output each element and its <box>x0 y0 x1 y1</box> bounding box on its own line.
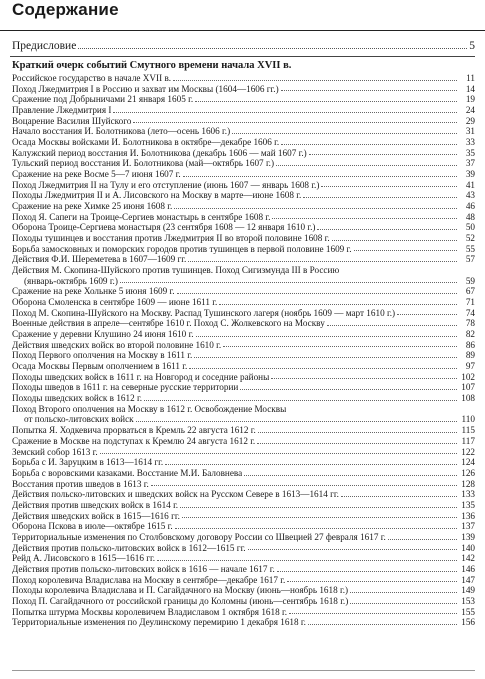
toc-entry[interactable] <box>12 457 475 468</box>
toc-entry[interactable] <box>12 148 475 159</box>
toc-entry[interactable] <box>12 105 475 116</box>
toc-entry[interactable] <box>12 372 475 383</box>
toc-entry-page: 89 <box>465 350 475 361</box>
toc-entry-page: 33 <box>465 137 475 148</box>
section-heading: Краткий очерк событий Смутного времени начала XVII в. <box>12 60 292 71</box>
toc-entry-page: 19 <box>465 94 475 105</box>
dot-leader <box>327 325 457 326</box>
toc-entry-page: 146 <box>461 563 475 574</box>
toc-entry-page: 136 <box>461 510 475 521</box>
toc-entry[interactable] <box>12 575 475 586</box>
dot-leader <box>78 40 467 49</box>
toc-entry-title: Сражение в Москве на подступах к Кремлю 24 августа 1612 г. <box>12 435 256 446</box>
toc-entry-page: 74 <box>465 307 475 318</box>
toc-entry[interactable] <box>12 190 475 201</box>
toc-entry-page: 102 <box>461 371 475 382</box>
toc-entry-page: 117 <box>461 435 475 446</box>
dot-leader <box>188 261 457 262</box>
toc-entry-page: 149 <box>461 585 475 596</box>
toc-entry[interactable] <box>12 415 475 426</box>
toc-entry-title: Тульский период восстания И. Болотникова (май—октябрь 1607 г.) <box>12 158 275 169</box>
toc-entry-page: 43 <box>465 190 475 201</box>
toc-entry[interactable] <box>12 212 475 223</box>
toc-entry-title: Восстания против шведов в 1613 г. <box>12 478 149 489</box>
toc-entry-page: 46 <box>465 201 475 212</box>
toc-list <box>12 73 475 628</box>
toc-entry-title: Попытка штурма Москвы королевичем Владиславом 1 октября 1618 г. <box>12 606 288 617</box>
dot-leader <box>195 101 457 102</box>
toc-entry-title: Действия М. Скопина-Шуйского против тушинцев. Поход Сигизмунда III в Россию <box>12 265 340 276</box>
toc-entry-page: 139 <box>461 531 475 542</box>
toc-entry-page: 11 <box>466 72 475 83</box>
dot-leader <box>196 336 457 337</box>
toc-entry-title: Поход Второго ополчения на Москву в 1612 г. Освобождение Москвы <box>12 403 287 414</box>
toc-entry-page: 128 <box>461 478 475 489</box>
toc-entry-title: Поход Первого ополчения на Москву в 1611 г. <box>12 350 193 361</box>
dot-leader <box>240 389 457 390</box>
toc-entry-page: 29 <box>465 115 475 126</box>
toc-entry[interactable] <box>12 468 475 479</box>
toc-entry-title: (январь-октябрь 1609 г.) <box>24 275 118 286</box>
toc-entry[interactable] <box>12 308 475 319</box>
toc-entry-title: Осада Москвы Первым ополчением в 1611 г. <box>12 361 188 372</box>
dot-leader <box>219 304 457 305</box>
dot-leader <box>341 496 457 497</box>
toc-entry-page: 35 <box>465 147 475 158</box>
toc-entry-title: Земский собор 1613 г. <box>12 446 98 457</box>
toc-entry[interactable] <box>12 489 475 500</box>
dot-leader <box>271 378 457 379</box>
toc-entry-page: 71 <box>465 297 475 308</box>
toc-entry[interactable] <box>12 137 475 148</box>
toc-entry[interactable] <box>12 585 475 596</box>
toc-entry[interactable] <box>12 126 475 137</box>
toc-entry-page: 78 <box>465 318 475 329</box>
toc-entry-page: 147 <box>461 574 475 585</box>
dot-leader <box>309 154 457 155</box>
toc-entry-page: 24 <box>465 105 475 115</box>
dot-leader <box>332 240 457 241</box>
toc-entry-title: Походы шведов в 1611 г. на северные русские территории <box>12 382 239 393</box>
page-title: Содержание <box>12 0 119 19</box>
header-bar <box>0 0 485 31</box>
toc-entry[interactable] <box>12 500 475 511</box>
toc-entry-page: 57 <box>465 254 475 265</box>
toc-entry-title: Калужский период восстания И. Болотникова (декабрь 1606 — май 1607 г.) <box>12 147 307 158</box>
dot-leader <box>120 282 457 283</box>
toc-entry-page: 140 <box>461 542 475 553</box>
dot-leader <box>177 293 457 294</box>
toc-entry-title: Действия против шведских войск в 1614 г. <box>12 499 179 510</box>
toc-entry[interactable] <box>12 404 475 415</box>
toc-entry[interactable] <box>12 532 475 543</box>
dot-leader <box>144 400 457 401</box>
toc-entry[interactable] <box>12 318 475 329</box>
toc-entry-page: 14 <box>465 83 475 94</box>
dot-leader <box>397 314 457 315</box>
dot-leader <box>257 443 457 444</box>
dot-leader <box>272 218 457 219</box>
toc-entry-page: 122 <box>461 446 475 457</box>
toc-entry-page: 142 <box>461 553 475 564</box>
toc-entry-page: 156 <box>461 617 475 628</box>
toc-entry-page: 67 <box>465 286 475 297</box>
toc-entry-page: 126 <box>461 467 475 478</box>
dot-leader <box>157 560 457 561</box>
dot-leader <box>281 90 457 91</box>
toc-entry[interactable] <box>12 425 475 436</box>
toc-entry-title: Действия против польско-литовских войск в 1612—1615 гг. <box>12 542 246 553</box>
toc-entry-title: Походы королевича Владислава и П. Сагайдачного на Москву (июнь—ноябрь 1618 г.) <box>12 585 349 596</box>
toc-entry-title: Оборона Смоленска в сентябре 1609 — июне 1611 г. <box>12 297 218 308</box>
toc-entry-title: Осада Москвы войсками И. Болотникова в октябре—декабре 1606 г. <box>12 137 280 148</box>
toc-entry[interactable] <box>12 73 475 84</box>
dot-leader <box>388 539 457 540</box>
toc-entry-title: Поход П. Сагайдачного от российской границы до Коломны (июнь—сентябрь 1618 г.) <box>12 595 349 606</box>
dot-leader <box>289 613 457 614</box>
toc-entry[interactable] <box>12 244 475 255</box>
dot-leader <box>276 165 457 166</box>
toc-entry-page: 82 <box>465 329 475 340</box>
toc-entry-title: Сражение на реке Восме 5—7 июня 1607 г. <box>12 169 181 180</box>
dot-leader <box>244 475 457 476</box>
toc-entry[interactable] <box>12 222 475 233</box>
toc-entry-title: Борьба с И. Заруцким в 1613—1614 гг. <box>12 457 164 468</box>
toc-entry-page: 115 <box>461 425 475 436</box>
toc-entry-page: 133 <box>461 489 475 500</box>
toc-entry-title: Действия против польско-литовских войск в 1616 — начале 1617 г. <box>12 563 275 574</box>
dot-leader <box>223 346 457 347</box>
toc-entry-page: 155 <box>461 606 475 617</box>
toc-entry-title: Попытка Я. Ходкевича прорваться в Кремль 22 августа 1612 г. <box>12 425 256 436</box>
toc-entry-title: Сражение у деревни Клушино 24 июня 1610 г. <box>12 329 194 340</box>
toc-entry-title: Поход М. Скопина-Шуйского на Москву. Распад Тушинского лагеря (ноябрь 1609 — март 1610 г.) <box>12 307 396 318</box>
dot-leader <box>321 186 457 187</box>
toc-entry-title: Поход Я. Сапеги на Троице-Сергиев монастырь в сентябре 1608 г. <box>12 211 271 222</box>
toc-entry[interactable] <box>12 511 475 522</box>
dot-leader <box>354 250 457 251</box>
toc-entry-title: Рейд А. Лисовского в 1615—1616 гг. <box>12 553 156 564</box>
toc-entry-title: Оборона Троице-Сергиева монастыря (23 сентября 1608 — 12 января 1610 г.) <box>12 222 316 233</box>
dot-leader <box>113 112 457 113</box>
dot-leader <box>165 464 457 465</box>
preface-page: 5 <box>469 40 475 52</box>
dot-leader <box>350 592 457 593</box>
dot-leader <box>308 624 457 625</box>
toc-entry-page: 59 <box>465 275 475 286</box>
toc-entry[interactable] <box>12 564 475 575</box>
dot-leader <box>258 432 457 433</box>
toc-entry[interactable] <box>12 297 475 308</box>
toc-entry[interactable] <box>12 233 475 244</box>
toc-entry-title: Действия польско-литовских и шведских войск на Русском Севере в 1613—1614 гг. <box>12 489 339 500</box>
toc-entry-title: Воцарение Василия Шуйского <box>12 115 132 126</box>
toc-entry[interactable] <box>12 329 475 340</box>
toc-entry-title: Борьба замосковных и поморских городов против тушинцев в первой половине 1609 г. <box>12 243 352 254</box>
dot-leader <box>248 549 457 550</box>
toc-entry-title: Походы шведских войск в 1611 г. на Новгород и соседние районы <box>12 371 270 382</box>
dot-leader <box>173 80 457 81</box>
toc-entry-page: 137 <box>461 521 475 532</box>
dot-leader <box>303 197 457 198</box>
toc-entry[interactable] <box>12 350 475 361</box>
dot-leader <box>174 208 457 209</box>
toc-entry[interactable] <box>12 340 475 351</box>
dot-leader <box>175 528 457 529</box>
toc-entry-title: Сражение на реке Хольнке 5 июня 1609 г. <box>12 286 175 297</box>
dot-leader <box>350 603 457 604</box>
toc-entry-title: Начало восстания И. Болотникова (лето—осень 1606 г.) <box>12 126 231 137</box>
dot-leader <box>136 421 457 422</box>
toc-entry[interactable] <box>12 393 475 404</box>
toc-entry-title: Борьба с воровскими казаками. Восстание М.И. Баловнева <box>12 467 243 478</box>
toc-entry-title: Территориальные изменения по Деулинскому перемирию 1 декабря 1618 г. <box>12 617 306 628</box>
toc-entry-page: 124 <box>461 457 475 468</box>
toc-entry[interactable] <box>12 479 475 490</box>
toc-entry-title: Походы шведских войск в 1612 г. <box>12 393 143 404</box>
toc-entry-page: 52 <box>465 233 475 244</box>
dot-leader <box>281 144 457 145</box>
toc-entry-title: Действия шведских войск во второй половине 1610 г. <box>12 339 222 350</box>
toc-entry[interactable] <box>12 543 475 554</box>
toc-entry-page: 37 <box>465 158 475 169</box>
toc-entry-page: 48 <box>465 211 475 222</box>
toc-entry[interactable] <box>12 84 475 95</box>
preface-entry[interactable] <box>12 40 475 53</box>
toc-entry[interactable] <box>12 201 475 212</box>
toc-entry[interactable] <box>12 553 475 564</box>
toc-entry[interactable] <box>12 116 475 127</box>
dot-leader <box>133 122 457 123</box>
toc-entry-page: 97 <box>465 361 475 372</box>
toc-entry-title: Сражение под Добрыничами 21 января 1605 г. <box>12 94 194 105</box>
toc-entry-title: Поход королевича Владислава на Москву в сентябре—декабре 1617 г. <box>12 574 286 585</box>
toc-entry-title: Поход Лжедмитрия II на Тулу и его отступление (июнь 1607 — январь 1608 г.) <box>12 179 320 190</box>
dot-leader <box>151 485 457 486</box>
toc-entry[interactable] <box>12 447 475 458</box>
toc-entry-title: Действия шведских войск в 1615—1616 гг. <box>12 510 180 521</box>
toc-entry-page: 153 <box>461 595 475 606</box>
dot-leader <box>317 229 457 230</box>
toc-entry-page: 31 <box>465 126 475 137</box>
toc-entry-title: Поход Лжедмитрия I в Россию и захват им Москвы (1604—1606 гг.) <box>12 83 279 94</box>
toc-entry-page: 55 <box>465 243 475 254</box>
toc-entry-title: Действия Ф.И. Шереметева в 1607—1609 гг. <box>12 254 187 265</box>
toc-entry-title: Военные действия в апреле—сентябре 1610 г. Поход С. Жолкевского на Москву <box>12 318 325 329</box>
toc-entry-title: Походы Лжедмитрия II и А. Лисовского на Москву в марте—июне 1608 г. <box>12 190 302 201</box>
toc-entry[interactable] <box>12 265 475 276</box>
toc-entry-title: Походы тушинцев и восстания против Лжедмитрия II во второй половине 1608 г. <box>12 233 330 244</box>
toc-entry-title: Оборона Пскова в июле—октябре 1615 г. <box>12 521 173 532</box>
dot-leader <box>182 517 457 518</box>
dot-leader <box>287 581 457 582</box>
toc-entry-page: 39 <box>465 169 475 180</box>
toc-entry[interactable] <box>12 254 475 265</box>
dot-leader <box>100 453 457 454</box>
toc-entry[interactable] <box>12 521 475 532</box>
dot-leader <box>232 133 457 134</box>
toc-entry[interactable] <box>12 596 475 607</box>
toc-entry-title: Правление Лжедмитрия I <box>12 105 112 115</box>
toc-entry-page: 86 <box>465 339 475 350</box>
section-divider <box>10 56 475 57</box>
dot-leader <box>194 357 457 358</box>
toc-entry[interactable] <box>12 169 475 180</box>
toc-entry[interactable] <box>12 436 475 447</box>
toc-entry-page: 41 <box>465 179 475 190</box>
toc-entry[interactable] <box>12 180 475 191</box>
toc-entry[interactable] <box>12 94 475 105</box>
dot-leader <box>183 176 457 177</box>
toc-entry[interactable] <box>12 361 475 372</box>
toc-entry-page: 110 <box>461 414 475 425</box>
dot-leader <box>189 368 457 369</box>
toc-entry[interactable] <box>12 382 475 393</box>
toc-entry-title: Российское государство в начале XVII в. <box>12 72 172 83</box>
toc-entry[interactable] <box>12 607 475 618</box>
toc-entry-page: 50 <box>465 222 475 233</box>
toc-entry[interactable] <box>12 617 475 628</box>
toc-entry-page: 135 <box>461 499 475 510</box>
dot-leader <box>277 571 457 572</box>
preface-label: Предисловие <box>12 40 77 52</box>
toc-entry-page: 108 <box>461 393 475 404</box>
toc-entry[interactable] <box>12 276 475 287</box>
toc-entry[interactable] <box>12 286 475 297</box>
toc-entry-page: 107 <box>461 382 475 393</box>
toc-entry-title: Сражение на реке Химке 25 июня 1608 г. <box>12 201 173 212</box>
toc-entry[interactable] <box>12 158 475 169</box>
toc-entry-title: от польско-литовских войск <box>24 414 134 425</box>
dot-leader <box>180 507 457 508</box>
toc-entry-title: Территориальные изменения по Столбовскому договору России со Швецией 27 февраля 1617 г. <box>12 531 386 542</box>
